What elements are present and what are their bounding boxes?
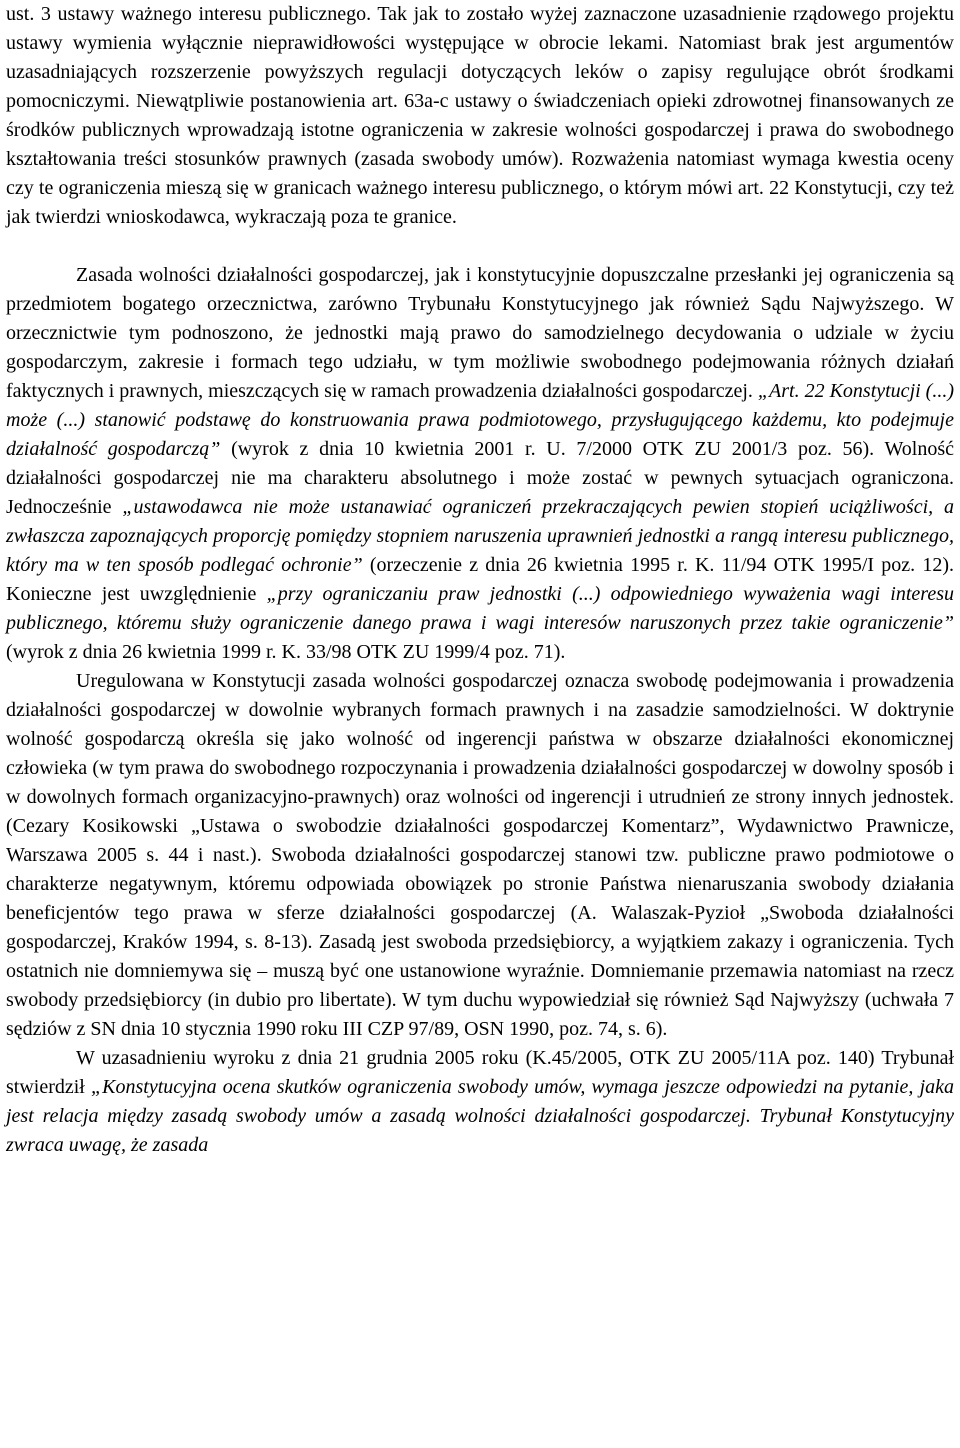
paragraph-2-text-2: (wyrok z dnia 10 kwietnia 2001 r. U. 7/2000 OTK ZU 2001/3 poz. 56). Wolność działalności gospodarczej nie ma charakteru absolutnego i może zostać w pewnych sytuacjach ograniczona. Jednocześnie <box>6 438 954 518</box>
paragraph-4-quote: „Konstytucyjna ocena skutków ograniczenia swobody umów, wymaga jeszcze odpowiedzi na pytanie, jaka jest relacja między zasadą swobody umów a zasadą wolności działalności gospodarczej. Trybunał Konstytucyjny zwraca uwagę, że zasada <box>6 1076 955 1156</box>
paragraph-2-quote-1: „Art. 22 Konstytucji (...) może (...) stanowić podstawę do konstruowania prawa podmiotowego, przysługującego każdemu, kto podejmuje działalność gospodarczą” <box>6 380 954 460</box>
paragraph-2-quote-2: „ustawodawca nie może ustanawiać ograniczeń przekraczających pewien stopień uciążliwości, a zwłaszcza zapoznających proporcję pomiędzy stopniem naruszenia uprawnień jednostki a rangą interesu publicznego, który ma w ten sposób podlegać ochronie” <box>6 496 954 576</box>
paragraph-2-text-3: (orzeczenie z dnia 26 kwietnia 1995 r. K. 11/94 OTK 1995/I poz. 12). Konieczne jest uwzględnienie <box>6 554 954 605</box>
paragraph-1-text: ust. 3 ustawy ważnego interesu publicznego. Tak jak to zostało wyżej zaznaczone uzasadnienie rządowego projektu ustawy wymienia wyłącznie nieprawidłowości występujące w obrocie lekami. Natomiast brak jest argumentów uzasadniających rozszerzenie powyższych regulacji dotyczących leków o zapisy regulujące obrót środkami pomocniczymi. Niewątpliwie postanowienia art. 63a-c ustawy o świadczeniach opieki zdrowotnej finansowanych ze środków publicznych wprowadzają istotne ograniczenia w zakresie wolności gospodarczej i prawa do swobodnego kształtowania treści stosunków prawnych (zasada swobody umów). Rozważenia natomiast wymaga kwestia oceny czy te ograniczenia mieszą się w granicach ważnego interesu publicznego, o którym mówi art. 22 Konstytucji, czy też jak twierdzi wnioskodawca, wykraczają poza te granice. <box>6 3 954 228</box>
paragraph-4 <box>6 1044 954 1160</box>
paragraph-2 <box>6 261 954 667</box>
paragraph-2-quote-3: „przy ograniczaniu praw jednostki (...) odpowiedniego wyważenia wagi interesu publicznego, któremu służy ograniczenie danego prawa i wagi interesów naruszonych przez takie ograniczenie” <box>6 583 954 634</box>
paragraph-3 <box>6 667 954 1044</box>
paragraph-4-text: W uzasadnieniu wyroku z dnia 21 grudnia 2005 roku (K.45/2005, OTK ZU 2005/11A poz. 140) Trybunał stwierdził <box>6 1047 954 1098</box>
paragraph-2-text-1: Zasada wolności działalności gospodarczej, jak i konstytucyjnie dopuszczalne przesłanki jej ograniczenia są przedmiotem bogatego orzecznictwa, zarówno Trybunału Konstytucyjnego jak również Sądu Najwyższego. W orzecznictwie tym podnoszono, że jednostki mają prawo do samodzielnego decydowania o udziale w życiu gospodarczym, zakresie i formach tego udziału, w tym możliwie swobodnego podejmowania różnych działań faktycznych i prawnych, mieszczących się w ramach prowadzenia działalności gospodarczej. <box>6 264 954 402</box>
paragraph-3-text: Uregulowana w Konstytucji zasada wolności gospodarczej oznacza swobodę podejmowania i prowadzenia działalności gospodarczej w dowolnie wybranych formach prawnych i na zasadzie samodzielności. W doktrynie wolność gospodarczą określa się jako wolność od ingerencji państwa w obszarze działalności ekonomicznej człowieka (w tym prawa do swobodnego rozpoczynania i prowadzenia działalności gospodarczej w dowolny sposób i w dowolnych formach organizacyjno-prawnych) oraz wolności od ingerencji i utrudnień ze strony innych jednostek. (Cezary Kosikowski „Ustawa o swobodzie działalności gospodarczej Komentarz”, Wydawnictwo Prawnicze, Warszawa 2005 s. 44 i nast.). Swoboda działalności gospodarczej stanowi tzw. publiczne prawo podmiotowe o charakterze negatywnym, któremu odpowiada obowiązek po stronie Państwa nienaruszania swobody działania beneficjentów tego prawa w sferze działalności gospodarczej (A. Walaszak-Pyzioł „Swoboda działalności gospodarczej, Kraków 1994, s. 8-13). Zasadą jest swoboda przedsiębiorcy, a wyjątkiem zakazy i ograniczenia. Tych ostatnich nie domniemywa się – muszą być one ustanowione wyraźnie. Domniemanie przemawia natomiast na rzecz swobody przedsiębiorcy (in dubio pro libertate). W tym duchu wypowiedział się również Sąd Najwyższy (uchwała 7 sędziów z SN dnia 10 stycznia 1990 roku III CZP 97/89, OSN 1990, poz. 74, s. 6). <box>6 670 954 1040</box>
paragraph-1 <box>6 0 954 232</box>
paragraph-2-text-4: (wyrok z dnia 26 kwietnia 1999 r. K. 33/98 OTK ZU 1999/4 poz. 71). <box>6 641 566 663</box>
